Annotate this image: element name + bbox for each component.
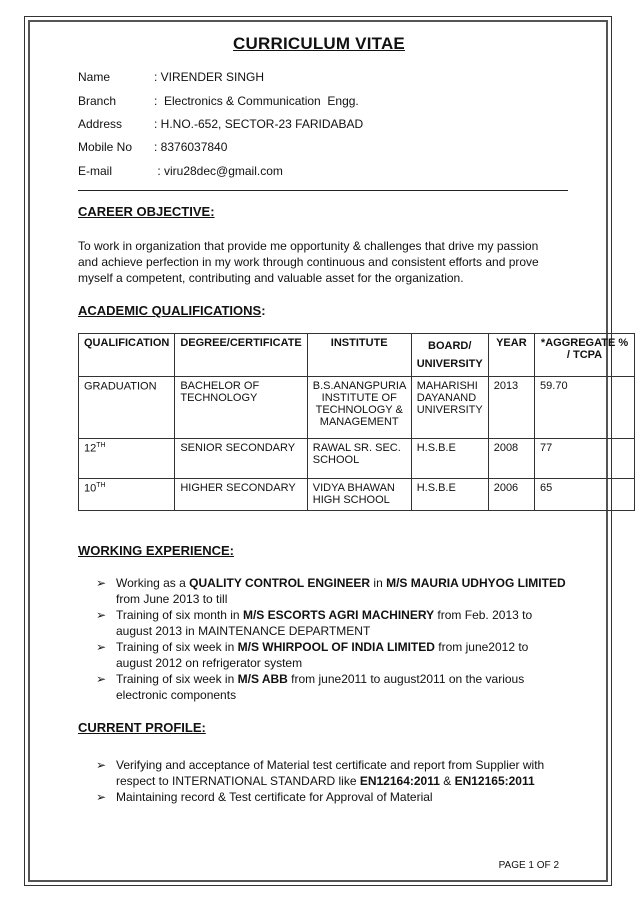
cell-year: 2013 bbox=[488, 377, 534, 439]
document-title: CURRICULUM VITAE bbox=[233, 34, 405, 53]
arrow-bullet-icon: ➢ bbox=[96, 672, 107, 686]
item-text: Verifying and acceptance of Material test certificate and report from Supplier with respect to INTERNATIONAL STANDARD like bbox=[116, 758, 545, 788]
arrow-bullet-icon: ➢ bbox=[96, 758, 107, 772]
divider bbox=[78, 190, 568, 191]
cell-degree: BACHELOR OF TECHNOLOGY bbox=[175, 377, 307, 439]
cell-year: 2006 bbox=[488, 479, 534, 511]
item-bold: EN12165:2011 bbox=[454, 774, 535, 788]
career-objective-text: To work in organization that provide me opportunity & challenges that drive my passion and achieve perfection in my work through continuous and consistent efforts and prove myself a competent, contributing and valuable asset for the organization. bbox=[78, 239, 539, 285]
item-bold: EN12164:2011 bbox=[359, 774, 440, 788]
info-row-address bbox=[78, 117, 363, 131]
info-value: : Electronics & Communication Engg. bbox=[154, 94, 359, 108]
item-bold: M/S ABB bbox=[237, 672, 288, 686]
list-item bbox=[96, 607, 566, 639]
cell-qualification bbox=[79, 377, 175, 439]
column-header: *AGGREGATE % / TCPA bbox=[535, 334, 635, 377]
item-text: Maintaining record & Test certificate for Approval of Material bbox=[116, 790, 433, 804]
cell-degree: SENIOR SECONDARY bbox=[175, 439, 307, 479]
cell-qualification bbox=[79, 479, 175, 511]
item-bold: M/S MAURIA UDHYOG LIMITED bbox=[386, 576, 566, 590]
cell-institute: B.S.ANANGPURIA INSTITUTE OF TECHNOLOGY & MANAGEMENT bbox=[307, 377, 411, 439]
info-row-branch bbox=[78, 94, 359, 108]
item-bold: M/S WHIRPOOL OF INDIA LIMITED bbox=[237, 640, 435, 654]
career-objective-heading: CAREER OBJECTIVE: bbox=[78, 204, 215, 219]
column-header: YEAR bbox=[488, 334, 534, 377]
cell-board: MAHARISHI DAYANAND UNIVERSITY bbox=[411, 377, 488, 439]
table-row bbox=[79, 377, 635, 439]
info-value: : H.NO.-652, SECTOR-23 FARIDABAD bbox=[154, 117, 364, 131]
qualifications-table bbox=[78, 333, 635, 511]
cell-board: H.S.B.E bbox=[411, 479, 488, 511]
item-bold: M/S ESCORTS AGRI MACHINERY bbox=[242, 608, 435, 622]
arrow-bullet-icon: ➢ bbox=[96, 576, 107, 590]
column-header: QUALIFICATION bbox=[79, 334, 175, 377]
table-row bbox=[79, 439, 635, 479]
table-header-row bbox=[79, 334, 635, 377]
list-item bbox=[96, 757, 566, 789]
experience-list bbox=[96, 575, 566, 703]
column-header: DEGREE/CERTIFICATE bbox=[175, 334, 307, 377]
cell-aggregate: 59.70 bbox=[535, 377, 635, 439]
item-bold: QUALITY CONTROL ENGINEER bbox=[189, 576, 371, 590]
cell-text: GRADUATION bbox=[84, 380, 157, 393]
info-label: Branch bbox=[78, 94, 117, 108]
cell-institute: RAWAL SR. SEC. SCHOOL bbox=[307, 439, 411, 479]
current-profile-heading: CURRENT PROFILE: bbox=[78, 720, 206, 735]
item-text: from june2011 to august2011 on the various electronic components bbox=[116, 672, 525, 702]
arrow-bullet-icon: ➢ bbox=[96, 790, 107, 804]
info-label: Address bbox=[78, 117, 123, 131]
cell-aggregate: 65 bbox=[535, 479, 635, 511]
info-label: E-mail bbox=[78, 164, 113, 178]
list-item bbox=[96, 789, 566, 805]
profile-list bbox=[96, 757, 566, 805]
column-header: INSTITUTE bbox=[307, 334, 411, 377]
table-row bbox=[79, 479, 635, 511]
cell-sup: TH bbox=[96, 442, 106, 449]
cell-aggregate: 77 bbox=[535, 439, 635, 479]
arrow-bullet-icon: ➢ bbox=[96, 640, 107, 654]
item-text: from June 2013 to till bbox=[116, 592, 228, 606]
item-text: from Feb. 2013 to august 2013 in MAINTENANCE DEPARTMENT bbox=[116, 608, 533, 638]
list-item bbox=[96, 575, 566, 607]
cell-board: H.S.B.E bbox=[411, 439, 488, 479]
info-row-email bbox=[78, 164, 283, 178]
cell-sup: TH bbox=[96, 482, 106, 489]
list-item bbox=[96, 671, 566, 703]
info-label: Mobile No bbox=[78, 140, 133, 154]
item-text: from june2012 to august 2012 on refrigerator system bbox=[116, 640, 529, 670]
item-text: Training of six week in bbox=[116, 640, 238, 654]
item-text: Training of six month in bbox=[116, 608, 243, 622]
working-experience-heading: WORKING EXPERIENCE: bbox=[78, 543, 235, 558]
info-value: : viru28dec@gmail.com bbox=[154, 164, 283, 178]
item-text: & bbox=[439, 774, 455, 788]
info-value: : 8376037840 bbox=[154, 140, 228, 154]
info-row-mobile bbox=[78, 140, 227, 154]
column-header-text: BOARD/ UNIVERSITY bbox=[416, 340, 483, 370]
info-value: : VIRENDER SINGH bbox=[154, 70, 265, 84]
item-text: in bbox=[370, 576, 387, 590]
item-text: Training of six week in bbox=[116, 672, 238, 686]
academic-heading-colon: : bbox=[261, 303, 266, 318]
arrow-bullet-icon: ➢ bbox=[96, 608, 107, 622]
cell-qualification bbox=[79, 439, 175, 479]
cell-text: 12 bbox=[84, 442, 97, 455]
item-text: Working as a bbox=[116, 576, 190, 590]
column-header bbox=[411, 334, 488, 377]
academic-heading-text: ACADEMIC QUALIFICATIONS bbox=[78, 303, 262, 318]
info-label: Name bbox=[78, 70, 111, 84]
academic-heading bbox=[78, 303, 266, 318]
cell-year: 2008 bbox=[488, 439, 534, 479]
info-row-name bbox=[78, 70, 264, 84]
page-number: PAGE 1 OF 2 bbox=[498, 860, 559, 871]
cell-degree: HIGHER SECONDARY bbox=[175, 479, 307, 511]
cell-institute: VIDYA BHAWAN HIGH SCHOOL bbox=[307, 479, 411, 511]
cell-text: 10 bbox=[84, 482, 97, 495]
list-item bbox=[96, 639, 566, 671]
